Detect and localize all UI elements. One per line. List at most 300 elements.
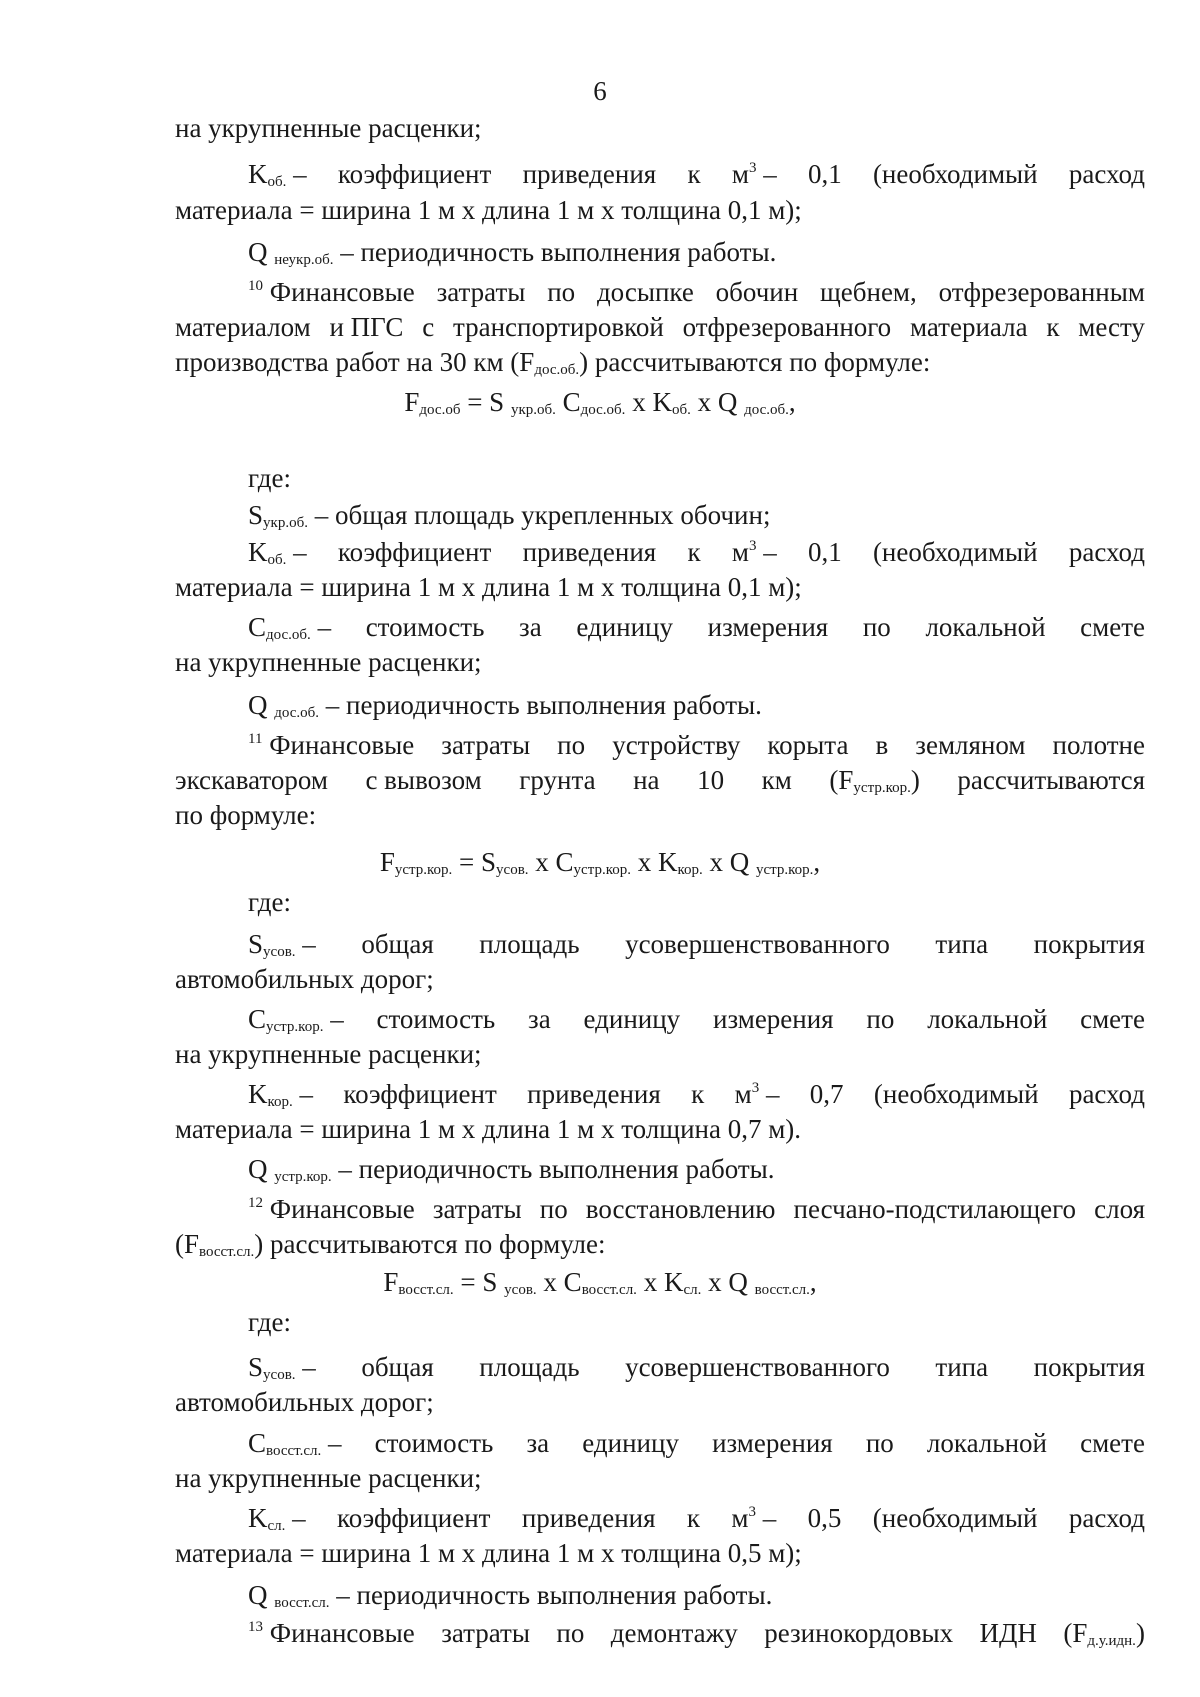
superscript: 3	[748, 538, 757, 554]
word-group	[1069, 1077, 1145, 1111]
word-group	[625, 1350, 890, 1384]
text-run: локальной	[925, 612, 1046, 642]
word-group	[248, 535, 307, 569]
text-line	[0, 385, 1200, 419]
text-run: полотне	[1052, 730, 1145, 760]
text-run: рассчитываются	[957, 765, 1145, 795]
text-run: –	[286, 159, 307, 189]
text-run: расход	[1068, 1079, 1145, 1109]
text-run: материала = ширина 1 м х длина 1 м х толщина 0,5 м);	[175, 1538, 802, 1568]
text-run: месту	[1078, 312, 1145, 342]
word-group	[925, 610, 1045, 644]
text-run: 0,5	[807, 1503, 842, 1533]
word-group	[957, 763, 1145, 797]
text-run: K	[248, 537, 268, 567]
text-run: приведения	[521, 1503, 656, 1533]
text-run: на укрупненные расценки;	[175, 1463, 482, 1493]
word-group	[338, 535, 491, 569]
text-run: отфрезерованного	[682, 312, 892, 342]
text-run: приведения	[522, 537, 657, 567]
text-run: – периодичность выполнения работы.	[329, 1580, 773, 1610]
text-run: Q	[248, 1154, 275, 1184]
word-group	[248, 1350, 316, 1384]
word-group	[1080, 1002, 1145, 1036]
text-run: коэффициент	[337, 537, 492, 567]
page-number: 6	[593, 76, 607, 106]
word-group	[248, 275, 415, 309]
word-group	[557, 728, 585, 762]
text-line	[175, 1227, 606, 1261]
text-run: слоя	[1094, 1194, 1145, 1224]
text-run: S	[248, 929, 264, 959]
text-run: х C	[536, 1267, 582, 1297]
text-run: Q	[248, 690, 275, 720]
text-run: покрытия	[1033, 1352, 1145, 1382]
word-group	[337, 1501, 490, 1535]
subscript: дос.об.	[534, 362, 580, 378]
text-run: –	[292, 1079, 314, 1109]
text-run: Финансовые	[263, 1194, 415, 1224]
text-run: к	[691, 1079, 705, 1109]
subscript: об.	[267, 174, 287, 190]
text-run: (необходимый	[873, 1079, 1039, 1109]
text-run: площадь	[479, 1352, 580, 1382]
text-run: за	[526, 1428, 550, 1458]
subscript: восст.сл.	[581, 1282, 637, 1298]
subscript: сл.	[683, 1282, 702, 1298]
text-run: по	[865, 1428, 894, 1458]
text-run: х K	[625, 387, 672, 417]
text-run: – периодичность выполнения работы.	[331, 1154, 775, 1184]
text-run: измерения	[712, 1428, 833, 1458]
text-run: –	[286, 537, 307, 567]
text-run: м	[731, 159, 749, 189]
word-group	[927, 1002, 1047, 1036]
text-line	[248, 1426, 1145, 1460]
text-line	[248, 235, 776, 269]
word-group	[1034, 1350, 1145, 1384]
text-run: по	[556, 1618, 585, 1648]
subscript: об.	[267, 552, 287, 568]
subscript: дос.об.	[274, 705, 320, 721]
word-group	[927, 1426, 1047, 1460]
text-run: приведения	[527, 1079, 661, 1109]
word-group	[1080, 610, 1145, 644]
text-run: расход	[1068, 1503, 1145, 1533]
superscript: 3	[751, 1080, 760, 1096]
text-run: ) рассчитываются по формуле:	[254, 1229, 606, 1259]
text-run: Q	[248, 1580, 275, 1610]
subscript: укр.об.	[510, 402, 556, 418]
subscript: кор.	[267, 1094, 293, 1110]
word-group	[735, 1077, 780, 1111]
text-line	[248, 1305, 291, 1339]
word-group	[712, 1426, 833, 1460]
text-run: локальной	[926, 1428, 1047, 1458]
text-run: –	[323, 1004, 344, 1034]
word-group	[687, 535, 700, 569]
text-run: – периодичность выполнения работы.	[333, 237, 777, 267]
text-run: –	[285, 1503, 306, 1533]
text-run: и ПГС	[329, 312, 404, 342]
text-run: материала = ширина 1 м х длина 1 м х толщина 0,1 м);	[175, 195, 802, 225]
text-line	[248, 1002, 1145, 1036]
text-run: х Q	[690, 387, 745, 417]
text-run: отфрезерованным	[938, 277, 1145, 307]
subscript: неукр.об.	[274, 252, 334, 268]
text-run: K	[248, 159, 268, 189]
subscript: восст.сл.	[274, 1595, 330, 1611]
word-group	[794, 1192, 1077, 1226]
word-group	[1080, 1426, 1145, 1460]
word-group	[248, 1426, 342, 1460]
text-run: затраты	[432, 1194, 522, 1224]
text-run: –	[756, 1503, 777, 1533]
text-run: ,	[813, 847, 821, 877]
text-run: площадь	[479, 929, 580, 959]
word-group	[808, 157, 842, 191]
text-run: к	[687, 537, 701, 567]
subscript: устр.кор.	[756, 862, 814, 878]
text-run: с	[422, 312, 435, 342]
text-line	[248, 1616, 1145, 1650]
superscript: 3	[748, 1504, 757, 1520]
text-run: S	[248, 500, 264, 530]
word-group	[248, 157, 307, 191]
text-run: по формуле:	[175, 800, 317, 830]
text-run: ИДН	[979, 1618, 1037, 1648]
text-run: экскаватором	[175, 765, 328, 795]
word-group	[716, 275, 799, 309]
text-run: смете	[1080, 1428, 1145, 1458]
word-group	[479, 927, 579, 961]
text-line	[175, 1385, 434, 1419]
word-group	[329, 310, 403, 344]
subscript: устр.кор.	[274, 1169, 332, 1185]
text-run: смете	[1080, 612, 1145, 642]
word-group	[1069, 535, 1145, 569]
word-group	[248, 1501, 306, 1535]
word-group	[248, 610, 331, 644]
subscript: дос.об	[419, 402, 461, 418]
word-group	[441, 728, 530, 762]
word-group	[1034, 927, 1145, 961]
text-run: (F	[175, 1229, 200, 1259]
text-line	[175, 345, 930, 379]
text-line	[175, 111, 482, 145]
text-line	[248, 610, 1145, 644]
text-run: )	[910, 765, 920, 795]
text-run: единицу	[576, 612, 673, 642]
text-run: –	[759, 1079, 780, 1109]
text-run: Q	[248, 237, 275, 267]
word-group	[540, 1192, 568, 1226]
word-group	[248, 1002, 344, 1036]
word-group	[875, 728, 888, 762]
text-line	[248, 1501, 1145, 1535]
text-run: автомобильных дорог;	[175, 964, 434, 994]
text-run: коэффициент	[337, 159, 492, 189]
text-run: )	[1135, 1618, 1145, 1648]
word-group	[1046, 310, 1059, 344]
text-line	[175, 763, 1145, 797]
text-run: где:	[248, 463, 291, 493]
word-group	[361, 1350, 433, 1384]
text-run: 0,1	[807, 159, 842, 189]
text-run: по	[547, 277, 576, 307]
text-run: Финансовые	[262, 730, 415, 760]
text-run: коэффициент	[337, 1503, 491, 1533]
word-group	[375, 1426, 494, 1460]
word-group	[361, 927, 433, 961]
text-run: транспортировкой	[452, 312, 664, 342]
word-group	[175, 763, 328, 797]
word-group	[866, 1002, 894, 1036]
text-run: (F	[829, 765, 854, 795]
text-run: (необходимый	[872, 537, 1038, 567]
text-run: на укрупненные расценки;	[175, 1039, 482, 1069]
word-group	[1094, 1192, 1145, 1226]
text-run: общая	[361, 929, 434, 959]
text-run: расход	[1068, 159, 1145, 189]
word-group	[365, 763, 481, 797]
text-run: х K	[636, 1267, 684, 1297]
subscript: усов.	[263, 944, 296, 960]
word-group	[866, 1426, 894, 1460]
text-run: обочин	[715, 277, 799, 307]
text-run: покрытия	[1033, 929, 1145, 959]
text-run: км	[761, 765, 792, 795]
word-group	[1078, 310, 1145, 344]
text-line	[248, 1192, 1145, 1226]
word-group	[528, 1002, 551, 1036]
text-run: C	[248, 612, 267, 642]
text-run: приведения	[522, 159, 657, 189]
word-group	[1069, 157, 1145, 191]
text-run: усовершенствованного	[625, 929, 890, 959]
word-group	[915, 728, 1025, 762]
text-run: к	[1046, 312, 1060, 342]
text-run: резинокордовых	[764, 1618, 954, 1648]
word-group	[708, 610, 829, 644]
text-line	[248, 885, 291, 919]
text-run: = S	[452, 847, 497, 877]
word-group	[633, 763, 659, 797]
word-group	[980, 1616, 1037, 1650]
subscript: кор.	[677, 862, 703, 878]
text-line	[248, 275, 1145, 309]
text-run: за	[528, 1004, 551, 1034]
word-group	[522, 1501, 656, 1535]
text-run: автомобильных дорог;	[175, 1387, 434, 1417]
word-group	[343, 1077, 496, 1111]
text-run: –	[295, 1352, 316, 1382]
text-run: измерения	[713, 1004, 834, 1034]
text-run: к	[686, 1503, 701, 1533]
text-run: общая	[361, 1352, 434, 1382]
text-run: где:	[248, 887, 291, 917]
text-run: где:	[248, 1307, 291, 1337]
text-run: (F	[1063, 1618, 1088, 1648]
text-run: х Q	[701, 1267, 755, 1297]
text-run: локальной	[927, 1004, 1048, 1034]
text-run: по	[539, 1194, 568, 1224]
text-run: усовершенствованного	[625, 1352, 890, 1382]
subscript: восст.сл.	[398, 1282, 454, 1298]
word-group	[377, 1002, 496, 1036]
word-group	[519, 610, 542, 644]
text-line	[248, 1578, 772, 1612]
word-group	[576, 610, 673, 644]
text-line	[0, 845, 1200, 879]
text-run: типа	[935, 1352, 989, 1382]
word-group	[683, 310, 892, 344]
text-run: песчано-подстилающего	[793, 1194, 1077, 1224]
text-run: грунта	[519, 765, 596, 795]
word-group	[910, 310, 1028, 344]
text-run: F	[404, 387, 420, 417]
text-line	[248, 461, 291, 495]
word-group	[248, 1192, 415, 1226]
text-line	[175, 1112, 801, 1146]
word-group	[1069, 1501, 1145, 1535]
text-run: стоимость	[374, 1428, 494, 1458]
text-run: затраты	[436, 277, 526, 307]
subscript: восст.сл.	[199, 1244, 255, 1260]
word-group	[433, 1192, 522, 1226]
word-group	[523, 535, 657, 569]
text-run: – общая площадь укрепленных обочин;	[307, 500, 771, 530]
word-group	[935, 1350, 988, 1384]
text-line	[248, 728, 1145, 762]
word-group	[810, 1077, 844, 1111]
text-run: м	[731, 537, 749, 567]
text-run: ) рассчитываются по формуле:	[579, 347, 931, 377]
word-group	[584, 1002, 681, 1036]
word-group	[767, 728, 848, 762]
word-group	[691, 1077, 704, 1111]
text-line	[175, 1037, 482, 1071]
text-run: демонтажу	[610, 1618, 738, 1648]
text-run: устройству	[612, 730, 741, 760]
subscript: сл.	[267, 1518, 286, 1534]
word-group	[732, 157, 777, 191]
text-run: смете	[1080, 1004, 1145, 1034]
text-run: K	[248, 1079, 268, 1109]
word-group	[527, 1077, 661, 1111]
superscript: 10	[248, 278, 263, 294]
text-run: – периодичность выполнения работы.	[319, 690, 762, 720]
subscript: укр.об.	[263, 515, 308, 531]
text-run: коэффициент	[343, 1079, 497, 1109]
word-group	[863, 610, 891, 644]
word-group	[731, 1501, 776, 1535]
text-run: S	[248, 1352, 264, 1382]
word-group	[713, 1002, 834, 1036]
word-group	[366, 610, 485, 644]
word-group	[732, 535, 777, 569]
word-group	[248, 1616, 415, 1650]
text-run: измерения	[707, 612, 829, 642]
word-group	[479, 1350, 579, 1384]
text-run: типа	[935, 929, 989, 959]
text-run: –	[756, 537, 777, 567]
text-run: ,	[788, 387, 796, 417]
word-group	[437, 275, 526, 309]
subscript: усов.	[504, 1282, 537, 1298]
text-run: K	[248, 1503, 268, 1533]
superscript: 12	[248, 1195, 263, 1211]
text-run: м	[731, 1503, 749, 1533]
text-run: F	[379, 847, 395, 877]
text-run: 0,7	[809, 1079, 844, 1109]
superscript: 3	[748, 160, 757, 176]
text-run: за	[519, 612, 542, 642]
text-run: ,	[809, 1267, 817, 1297]
text-line	[175, 798, 316, 832]
text-line	[248, 157, 1145, 191]
word-group	[547, 275, 575, 309]
text-run: (необходимый	[872, 1503, 1038, 1533]
text-run: х C	[528, 847, 574, 877]
word-group	[523, 157, 657, 191]
text-line	[175, 570, 802, 604]
text-line	[248, 1077, 1145, 1111]
word-group	[453, 310, 664, 344]
text-run: восстановлению	[585, 1194, 776, 1224]
subscript: усов.	[263, 1367, 296, 1383]
text-run: земляном	[915, 730, 1026, 760]
word-group	[597, 275, 694, 309]
text-run: корыта	[767, 730, 849, 760]
word-group	[697, 763, 724, 797]
subscript: устр.кор.	[266, 1019, 324, 1035]
text-run: материала = ширина 1 м х длина 1 м х толщина 0,7 м).	[175, 1114, 802, 1144]
word-group	[248, 1077, 313, 1111]
text-run: C	[555, 387, 581, 417]
text-line	[248, 688, 762, 722]
word-group	[687, 1501, 700, 1535]
subscript: дос.об.	[266, 627, 311, 643]
text-run: стоимость	[365, 612, 485, 642]
word-group	[519, 763, 595, 797]
text-run: к	[687, 159, 701, 189]
text-run: производства работ на 30 км (F	[175, 347, 535, 377]
text-run: 0,1	[807, 537, 842, 567]
text-line	[175, 645, 482, 679]
text-line	[175, 962, 434, 996]
text-run: на	[633, 765, 660, 795]
subscript: усов.	[496, 862, 529, 878]
text-run: материалом	[175, 312, 311, 342]
text-run: материала = ширина 1 м х длина 1 м х толщина 0,1 м);	[175, 572, 802, 602]
word-group	[586, 1192, 776, 1226]
word-group	[762, 763, 792, 797]
text-run: –	[295, 929, 316, 959]
word-group	[808, 535, 842, 569]
text-run: материала	[909, 312, 1028, 342]
text-line	[175, 310, 1145, 344]
text-run: по	[862, 612, 891, 642]
word-group	[820, 275, 917, 309]
subscript: устр.кор.	[853, 780, 911, 796]
word-group	[873, 157, 1038, 191]
subscript: д.у.идн.	[1087, 1633, 1136, 1649]
text-run: –	[310, 612, 332, 642]
text-run: Финансовые	[263, 1618, 415, 1648]
subscript: дос.об.	[580, 402, 626, 418]
text-run: расход	[1068, 537, 1145, 567]
